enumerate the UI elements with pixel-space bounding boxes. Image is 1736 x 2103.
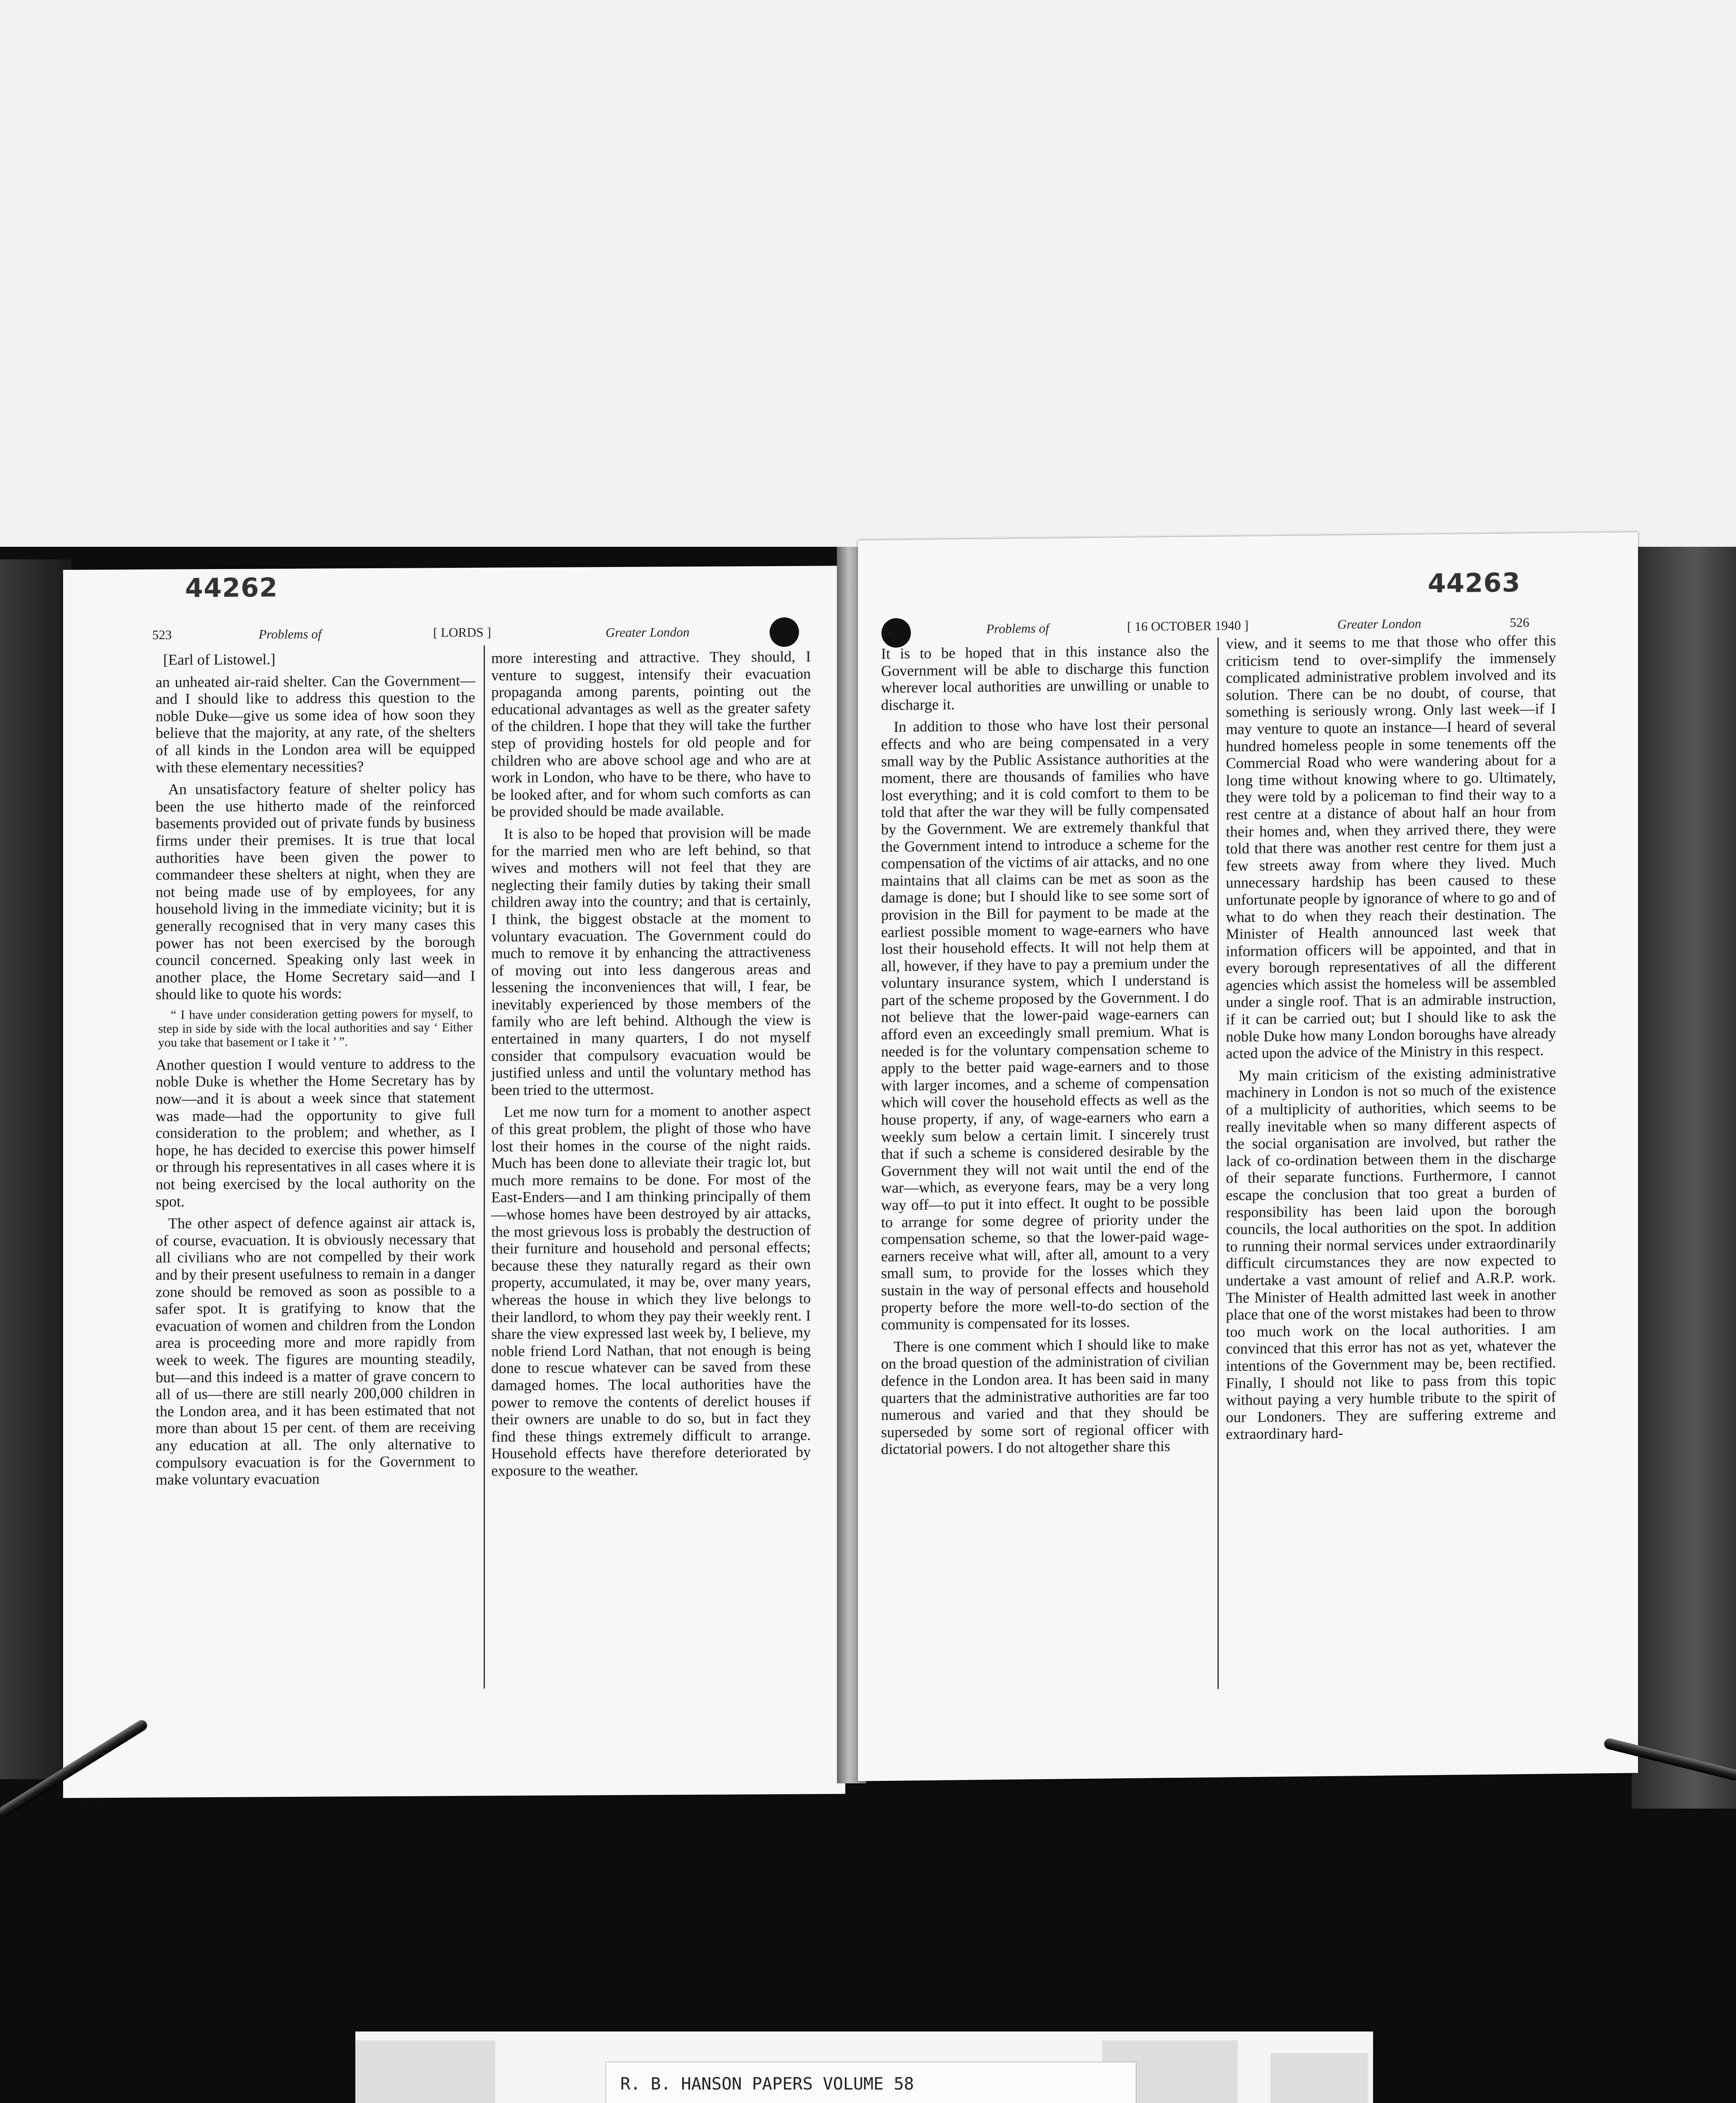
paragraph: It is also to be hoped that provision will be made for the married men who are left behind, so that wives and mothers will not feel that they are neglecting their family duties by taking their small children away into the country; and that is certainly, I think, the biggest obstacle at the moment to voluntary evacuation. The Government could do much to remove it by enhancing the attractiveness of moving out into less dangerous areas and lessening the inconveniences that will, I fear, be inevitably experienced by those members of the family who are left behind. Although the view is entertained in many quarters, I do not myself consider that compulsory evacuation would be justified unless and until the voluntary method has been tried to the uttermost. <box>491 824 811 1099</box>
left-header-center: [ LORDS ] <box>433 625 491 640</box>
paragraph: an unheated air-raid shelter. Can the Government—and I should like to address this question to the noble Duke—give us some idea of how soon they believe that the majority, at any rate, of the shelters of all kinds in the London area will be equipped with these elementary necessities? <box>156 672 475 776</box>
paragraph: It is to be hoped that in this instance also the Government will be able to discharge this function wherever local authorities are unwilling or unable to discharge it. <box>881 641 1209 713</box>
left-header-right: Greater London <box>606 625 690 640</box>
right-page-number-left: 5 <box>883 623 890 638</box>
right-stamp-number: 44263 <box>1428 567 1521 599</box>
speaker-label: [Earl of Listowel.] <box>163 651 275 668</box>
left-column-2 <box>491 648 811 1484</box>
paragraph: more interesting and attractive. They should, I venture to suggest, intensify their evacuation propaganda among parents, pointing out the educational advantages as well as the greater safety of the children. I hope that they will take the further step of providing hostels for old people and for children who are above school age and who are at work in London, who have to be there, who have to be looked after, and for whom such comforts as can be provided should be made available. <box>491 648 811 820</box>
left-page <box>63 566 845 1798</box>
right-page-number: 526 <box>1510 614 1530 630</box>
column-rule <box>484 646 485 1689</box>
left-shadow <box>0 559 71 1779</box>
right-header-center: [ 16 OCTOBER 1940 ] <box>1127 617 1249 634</box>
paragraph: There is one comment which I should like to make on the broad question of the administration of civilian defence in the London area. It has been said in many quarters that the administrative authorities are far too numerous and varied and that they should be superseded by some sort of regional officer with dictatorial powers. I do not altogether share this <box>881 1335 1209 1458</box>
paragraph: Another question I would venture to address to the noble Duke is whether the Home Secretary has by now—and it is about a week since that statement was made—had the opportunity to give full consideration to the problem; and whether, as I hope, he has decided to exercise this power himself or through his representatives in all cases where it is not being exercised by the local authority on the spot. <box>156 1054 475 1210</box>
left-page-number: 523 <box>152 627 172 642</box>
paragraph: The other aspect of defence against air attack is, of course, evacuation. It is obviously necessary that all civilians who are not compelled by their work and by their present usefulness to remain in a danger zone should be removed as soon as possible to a safer spot. It is gratifying to know that the evacuation of women and children from the London area is proceeding more and more rapidly from week to week. The figures are mounting steadily, but—and this indeed is a matter of grave concern to all of us—there are still nearly 200,000 children in the London area, and it has been estimated that not more than about 15 per cent. of them are receiving any education at all. The only alternative to compulsory evacuation is for the Government to make voluntary evacuation <box>156 1213 475 1488</box>
column-rule <box>1217 638 1219 1689</box>
tape-piece <box>355 2040 496 2103</box>
background-wall <box>0 0 1736 559</box>
paragraph: An unsatisfactory feature of shelter policy has been the use hitherto made of the reinforced basements provided out of private funds by business firms under their premises. It is true that local authorities have been given the power to commandeer these shelters at night, when they are not being made use of by employees, for any household living in the immediate vicinity; but it is generally recognised that in very many cases this power has not been exercised by the borough council concerned. Speaking only last week in another place, the Home Secretary said—and I should like to quote his words: <box>156 779 475 1003</box>
right-column-1 <box>881 642 1209 1463</box>
left-column-1 <box>156 650 475 1494</box>
quotation: “ I have under consideration getting powers for myself, to step in side by side with the local authorities and say ‘ Either you take that basement or I take it ’ ”. <box>158 1006 473 1050</box>
paragraph: Let me now turn for a moment to another aspect of this great problem, the plight of those who have lost their homes in the course of the night raids. Much has been done to alleviate their tragic lot, but much more remains to be done. For most of the East-Enders—and I am thinking principally of them—whose homes have been destroyed by air attacks, the most grievous loss is probably the destruction of their furniture and household and personal effects; because these they naturally regard as their own property, accumulated, it may be, over many years, whereas the house in which they live belongs to their landlord, to whom they pay their weekly rent. I share the view expressed last week by, I believe, my noble friend Lord Nathan, that not enough is being done to rescue whatever can be saved from these damaged homes. The local authorities have the power to remove the contents of derelict houses if their owners are unable to do so, but in fact they find these things extremely difficult to arrange. Household effects have therefore deteriorated by exposure to the weather. <box>491 1102 811 1479</box>
punch-hole-left <box>770 617 799 647</box>
left-stamp-number: 44262 <box>185 572 278 604</box>
paragraph: My main criticism of the existing administrative machinery in London is not so much of the existence of a multiplicity of authorities, which seems to be really inevitable when so many different aspects of the social organisation are involved, but rather the lack of co-ordination between them in the discharge of their separate functions. Furthermore, I cannot escape the conclusion that too great a burden of responsibility has been laid upon the borough councils, the local authorities on the spot. In addition to running their normal services under extraordinarily difficult circumstances they are now expected to undertake a vast amount of relief and A.R.P. work. The Minister of Health admitted last week in another place that one of the worst mistakes had been to throw too much work on the local authorities. I am convinced that this error has not as yet, whatever the intentions of the Government may be, been rectified. Finally, I should not like to pass from this topic without paying a very humble tribute to the spirit of our Londoners. They are suffering extreme and extraordinary hard- <box>1226 1064 1556 1443</box>
paragraph: view, and it seems to me that those who offer this criticism tend to over-simplify the immensely complicated administrative problem involved and its solution. There can be no doubt, of course, that something is seriously wrong. Only last week—if I may venture to quote an instance—I heard of several hundred homeless people in some tenements off the Commercial Road who were wandering about for a long time without knowing where to go. Ultimately, they were told by a policeman to find their way to a rest centre at a distance of about half an hour from their homes and, when they arrived there, they were told that there was another rest centre for them just a few streets away from where they lived. Much unnecessary hardship has been caused to these unfortunate people by ignorance of where to go and of what to do when they reach their destination. The Minister of Health announced last week that information officers will be appointed, and that in every borough representatives of all the different agencies which assist the homeless will be assembled under a single roof. That is an admirable instruction, if it can be carried out; but I should like to ask the noble Duke how many London boroughs have already acted upon the advice of the Ministry in this respect. <box>1226 632 1556 1062</box>
tape-piece <box>1270 2053 1368 2103</box>
right-page <box>858 532 1638 1781</box>
right-header-left: Problems of <box>986 620 1049 636</box>
paragraph: In addition to those who have lost their personal effects and who are being compensated in a very small way by the Public Assistance authorities at the moment, there are thousands of families who have lost everything; and it is cold comfort to them to be told that after the war they will be fully compensated by the Government. We are extremely thankful that the Government intend to introduce a scheme for the compensation of the victims of air attacks, and no one maintains that all claims can be met as soon as the damage is done; but I should like to see some sort of provision in the Bill for payment to be made at the earliest possible moment to wage-earners who have lost their household effects. It will not help them at all, however, if they have to pay a premium under the voluntary insurance system, which I understand is part of the scheme proposed by the Government. I do not believe that the lower-paid wage-earners can afford even an exceedingly small premium. What is needed is for the voluntary compensation scheme to apply to the better paid wage-earners and to those with larger incomes, and a scheme of compensation which will cover the household effects as well as the house property, if any, of wage-earners who earn a weekly sum below a certain limit. I sincerely trust that if such a scheme is considered desirable by the Government they will not wait until the end of the war—which, as everyone fears, may be a very long way off—to put it into effect. It ought to be possible to arrange for some degree of priority under the compensation scheme, so that the lower-paid wage-earners receive what will, after all, amount to a very small sum, to provide for the losses which they sustain in the way of personal effects and household property before the more well-to-do section of the community is compensated for its losses. <box>881 715 1209 1333</box>
right-column-2 <box>1226 632 1556 1448</box>
right-header-right: Greater London <box>1337 616 1421 632</box>
right-shadow <box>1632 547 1736 1809</box>
volume-label: R. B. HANSON PAPERS VOLUME 58 <box>620 2074 914 2094</box>
left-header-left: Problems of <box>259 626 322 642</box>
